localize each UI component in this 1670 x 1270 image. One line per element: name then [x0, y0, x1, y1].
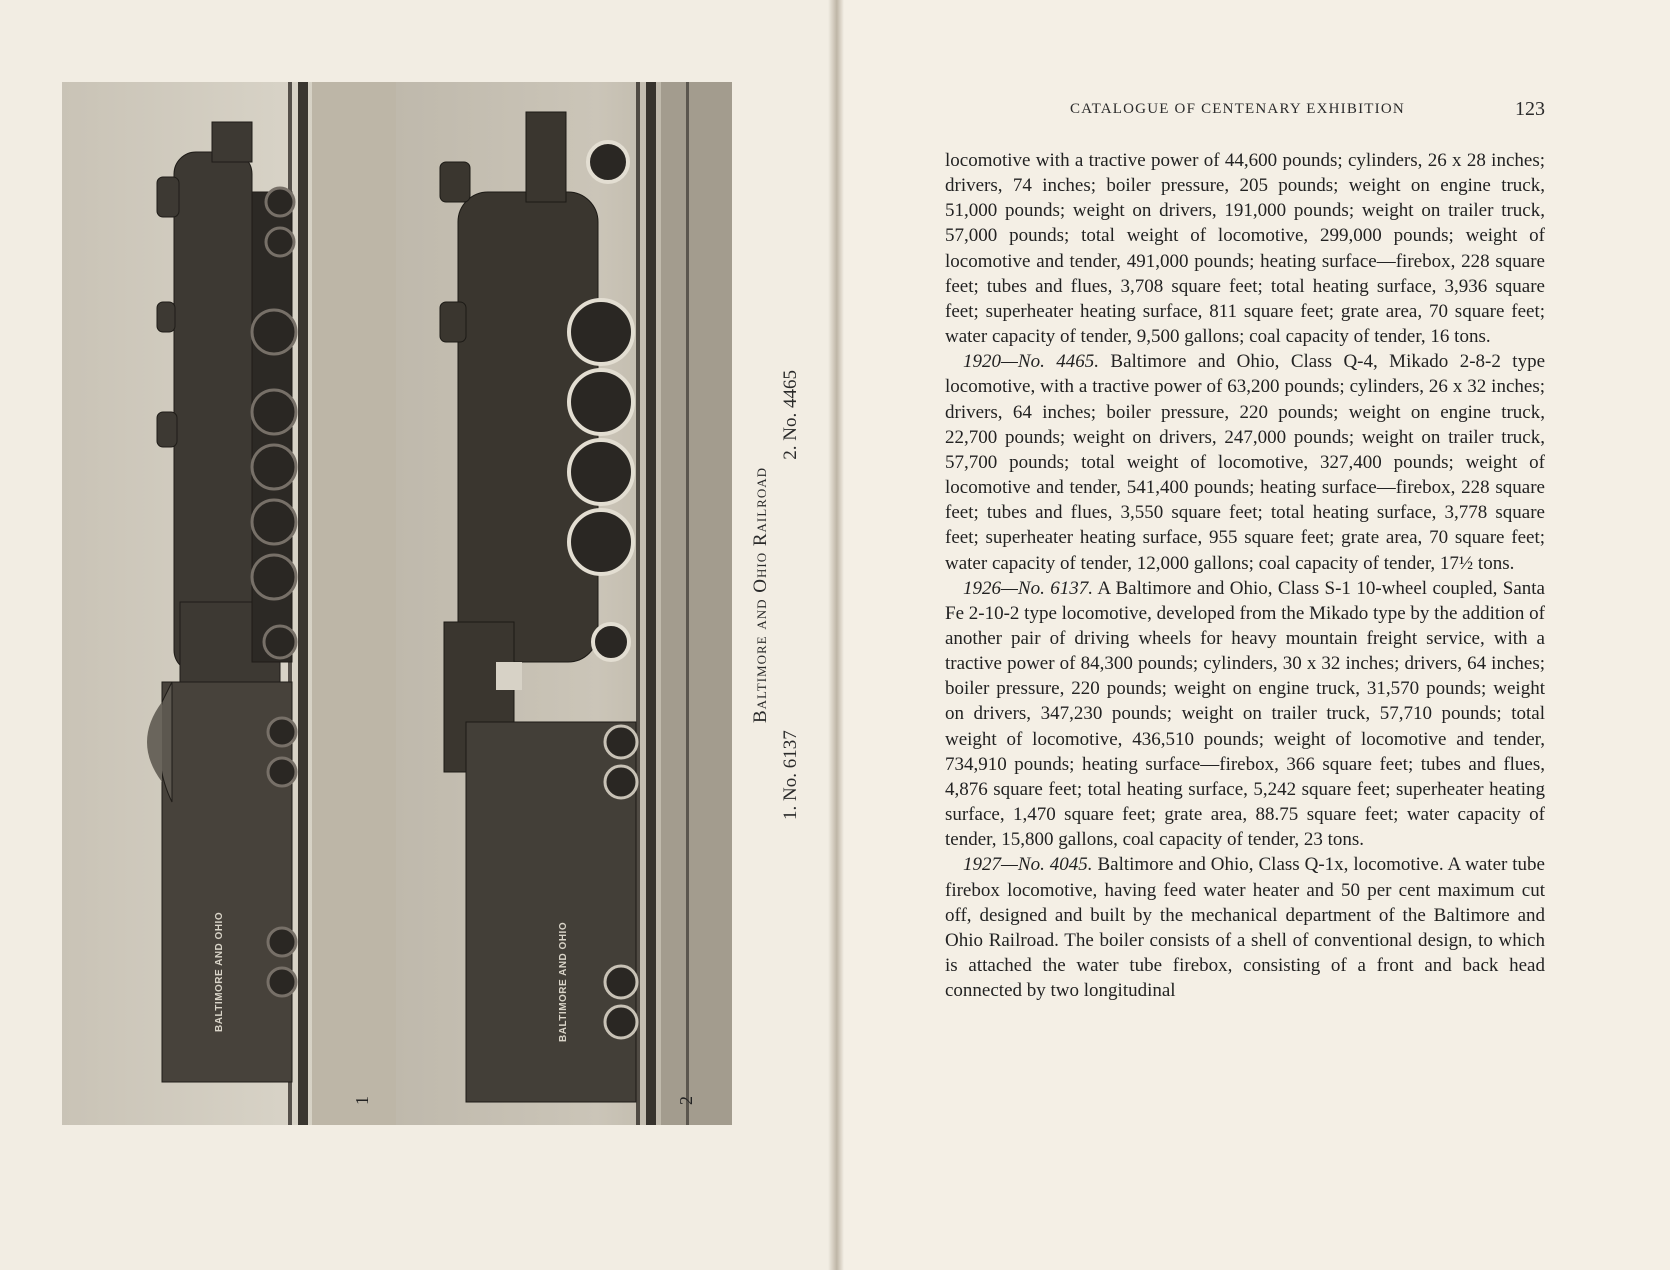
paragraph-lead: 1920—No. 4465.: [963, 351, 1099, 373]
plate-number-1: 1: [352, 1096, 372, 1105]
paragraph-text: Baltimore and Ohio, Class Q-1x, locomotive. A water tube firebox locomotive, having feed water heater and 50 per cent maximum cut off, designed and built by the mechanical department of the Baltimore and Ohio Railroad. The boiler consists of a shell of conventional design, to which is attached the water tube firebox, consisting of a front and back head connected by two longitudinal: [945, 854, 1545, 1002]
page-number: 123: [1515, 98, 1545, 120]
book-gutter: [828, 0, 844, 1270]
locomotive-photo-2: [396, 82, 732, 1125]
paragraph-4: [945, 852, 1545, 1003]
paragraph-text: locomotive with a tractive power of 44,600 pounds; cylinders, 26 x 28 inches; drivers, 74 inches; boiler pressure, 205 pounds; weight on engine truck, 51,000 pounds; weight on drivers, 191,000 pounds; weight on trailer truck, 57,000 pounds; total weight of locomotive, 299,000 pounds; weight of locomotive and tender, 491,000 pounds; heating surface—firebox, 228 square feet; tubes and flues, 3,708 square feet; total heating surface, 3,936 square feet; superheater heating surface, 811 square feet; grate area, 70 square feet; water capacity of tender, 9,500 gallons; coal capacity of tender, 16 tons.: [945, 150, 1545, 348]
locomotive-illustration-1: [62, 82, 396, 1125]
caption-item-2: 2. No. 4465: [780, 370, 801, 460]
locomotive-illustration-2: [396, 82, 732, 1125]
body-text: [945, 148, 1545, 1003]
paragraph-3: [945, 576, 1545, 853]
tender-lettering-1: BALTIMORE AND OHIO: [214, 911, 225, 1032]
paragraph-2: [945, 349, 1545, 575]
caption-item-1: 1. No. 6137: [780, 730, 801, 820]
plate-caption: [746, 370, 816, 820]
plate-number-2: 2: [676, 1096, 696, 1105]
paragraph-1: [945, 148, 1545, 349]
paragraph-lead: 1926—No. 6137.: [963, 577, 1093, 599]
caption-title: Baltimore and Ohio Railroad: [750, 466, 771, 724]
paragraph-lead: 1927—No. 4045.: [963, 854, 1093, 876]
paragraph-text: Baltimore and Ohio, Class Q-4, Mikado 2-8-2 type locomotive, with a tractive power of 63,200 pounds; cylinders, 26 x 32 inches; drivers, 64 inches; boiler pressure, 220 pounds; weight on engine truck, 22,700 pounds; weight on drivers, 247,000 pounds; weight on trailer truck, 57,700 pounds; total weight of locomotive, 327,400 pounds; weight of locomotive and tender, 541,400 pounds; heating surface—firebox, 228 square feet; tubes and flues, 3,550 square feet; total heating surface, 3,778 square feet; superheater heating surface, 955 square feet; grate area, 70 square feet; water capacity of tender, 12,000 gallons; coal capacity of tender, 17½ tons.: [945, 351, 1545, 574]
tender-lettering-2: BALTIMORE AND OHIO: [558, 921, 569, 1042]
running-head: CATALOGUE OF CENTENARY EXHIBITION: [1070, 101, 1405, 117]
locomotive-photo-1: [62, 82, 396, 1125]
paragraph-text: A Baltimore and Ohio, Class S-1 10-wheel coupled, Santa Fe 2-10-2 type locomotive, developed from the Mikado type by the addition of another pair of driving wheels for heavy mountain freight service, with a tractive power of 84,300 pounds; cylinders, 30 x 32 inches; drivers, 64 inches; boiler pressure, 220 pounds; weight on engine truck, 31,570 pounds; weight on drivers, 347,230 pounds; weight on trailer truck, 57,710 pounds; total weight of locomotive, 436,510 pounds; weight of locomotive and tender, 734,910 pounds; heating surface—firebox, 366 square feet; tubes and flues, 4,876 square feet; total heating surface, 5,242 square feet; superheater heating surface, 1,470 square feet; grate area, 88.75 square feet; water capacity of tender, 15,800 gallons, coal capacity of tender, 23 tons.: [945, 577, 1545, 851]
